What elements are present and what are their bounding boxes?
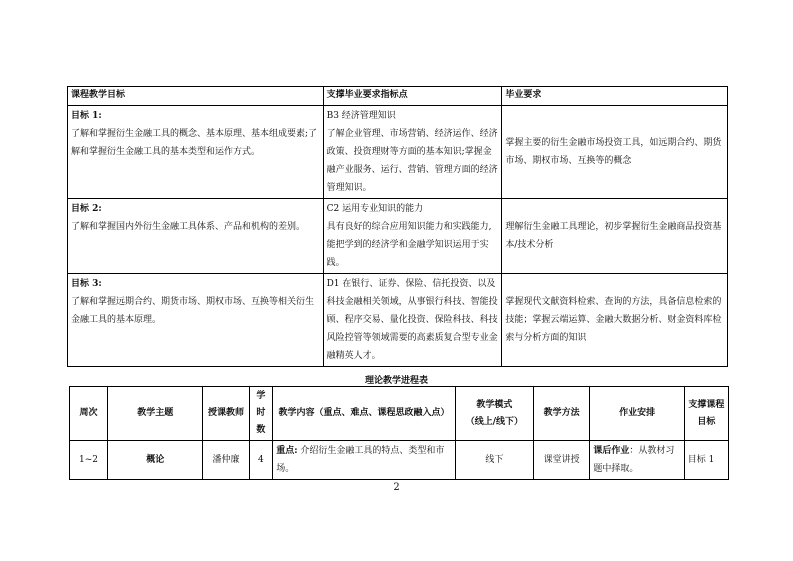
- page-number: 2: [393, 482, 400, 493]
- goal-title: 目标 2:: [71, 204, 102, 214]
- goal-text: 了解和掌握远期合约、期货市场、期权市场、互换等相关衍生金融工具的基本原理。: [71, 297, 315, 325]
- assignment-text: ：从教材习题中择取。: [593, 446, 675, 474]
- table-row: [70, 441, 729, 480]
- header-indicator: 支撑毕业要求指标点: [323, 87, 502, 106]
- header-requirement: 毕业要求: [502, 87, 728, 106]
- teaching-schedule-table: [69, 386, 729, 480]
- header-topic: 教学主题: [107, 387, 202, 441]
- goal-text: 了解和掌握国内外衍生金融工具体系、产品和机构的差别。: [71, 222, 306, 232]
- topic-cell: 概论: [107, 441, 202, 480]
- goals-header-row: [68, 87, 728, 106]
- requirement-cell: 掌握现代文献资料检索、查询的方法，具备信息检索的技能；掌握云端运算、金融大数据分析、财金资料库检索与分析方面的知识: [502, 274, 728, 367]
- goal-text: 了解和掌握衍生金融工具的概念、基本原理、基本组成要素;了解和掌握衍生金融工具的基本类型和运作方式。: [71, 129, 318, 157]
- header-method: 教学方法: [533, 387, 589, 441]
- assignment-cell: [590, 441, 684, 480]
- goal-row-1: [68, 106, 728, 199]
- course-goals-table: [67, 86, 728, 367]
- schedule-header-row: [70, 387, 729, 441]
- week-cell: 1~2: [70, 441, 108, 480]
- header-teacher: 授课教师: [203, 387, 249, 441]
- header-week: 周次: [70, 387, 108, 441]
- indicator-cell: C2 运用专业知识的能力 具有良好的综合应用知识能力和实践能力, 能把学到的经济学和金融学知识运用于实践。: [323, 199, 502, 274]
- indicator-cell: B3 经济管理知识 了解企业管理、市场营销、经济运作、经济政策、投资理财等方面的基本知识;掌握金融产业服务、运行、营销、管理方面的经济管理知识。: [323, 106, 502, 199]
- requirement-cell: 掌握主要的衍生金融市场投资工具，如远期合约、期货市场、期权市场、互换等的概念: [502, 106, 728, 199]
- teacher-cell: 潘仲廉: [203, 441, 249, 480]
- goal-cell: [68, 199, 324, 274]
- assignment-label: 课后作业: [593, 446, 630, 456]
- header-content: 教学内容（重点、难点、课程思政融入点）: [273, 387, 456, 441]
- header-assignment: 作业安排: [590, 387, 684, 441]
- goal-cell: 目标 1: [684, 441, 728, 480]
- goal-row-3: [68, 274, 728, 367]
- goal-title: 目标 1:: [71, 111, 102, 121]
- header-goal: 支撑课程目标: [684, 387, 728, 441]
- goal-title: 目标 3:: [71, 279, 102, 289]
- method-cell: 课堂讲授: [533, 441, 589, 480]
- requirement-cell: 理解衍生金融工具理论，初步掌握衍生金融商品投资基本/技术分析: [502, 199, 728, 274]
- hours-cell: 4: [249, 441, 273, 480]
- goal-cell: [68, 274, 324, 367]
- content-label: 重点:: [276, 446, 298, 456]
- mode-cell: 线下: [455, 441, 533, 480]
- goal-row-2: [68, 199, 728, 274]
- indicator-cell: D1 在银行、证券、保险、信托投资、以及科技金融相关领域，从事银行科技、智能投顾、程序交易、量化投资、保险科技、科技风险控管等领域需要的高素质复合型专业金融精英人才。: [323, 274, 502, 367]
- header-mode: 教学模式 （线上/线下）: [455, 387, 533, 441]
- header-hours: 学时数: [249, 387, 273, 441]
- header-course-goal: 课程教学目标: [68, 87, 324, 106]
- schedule-title: 理论教学进程表: [364, 376, 428, 386]
- content-text: 介绍衍生金融工具的特点、类型和市场。: [276, 446, 445, 474]
- content-cell: [273, 441, 456, 480]
- goal-cell: [68, 106, 324, 199]
